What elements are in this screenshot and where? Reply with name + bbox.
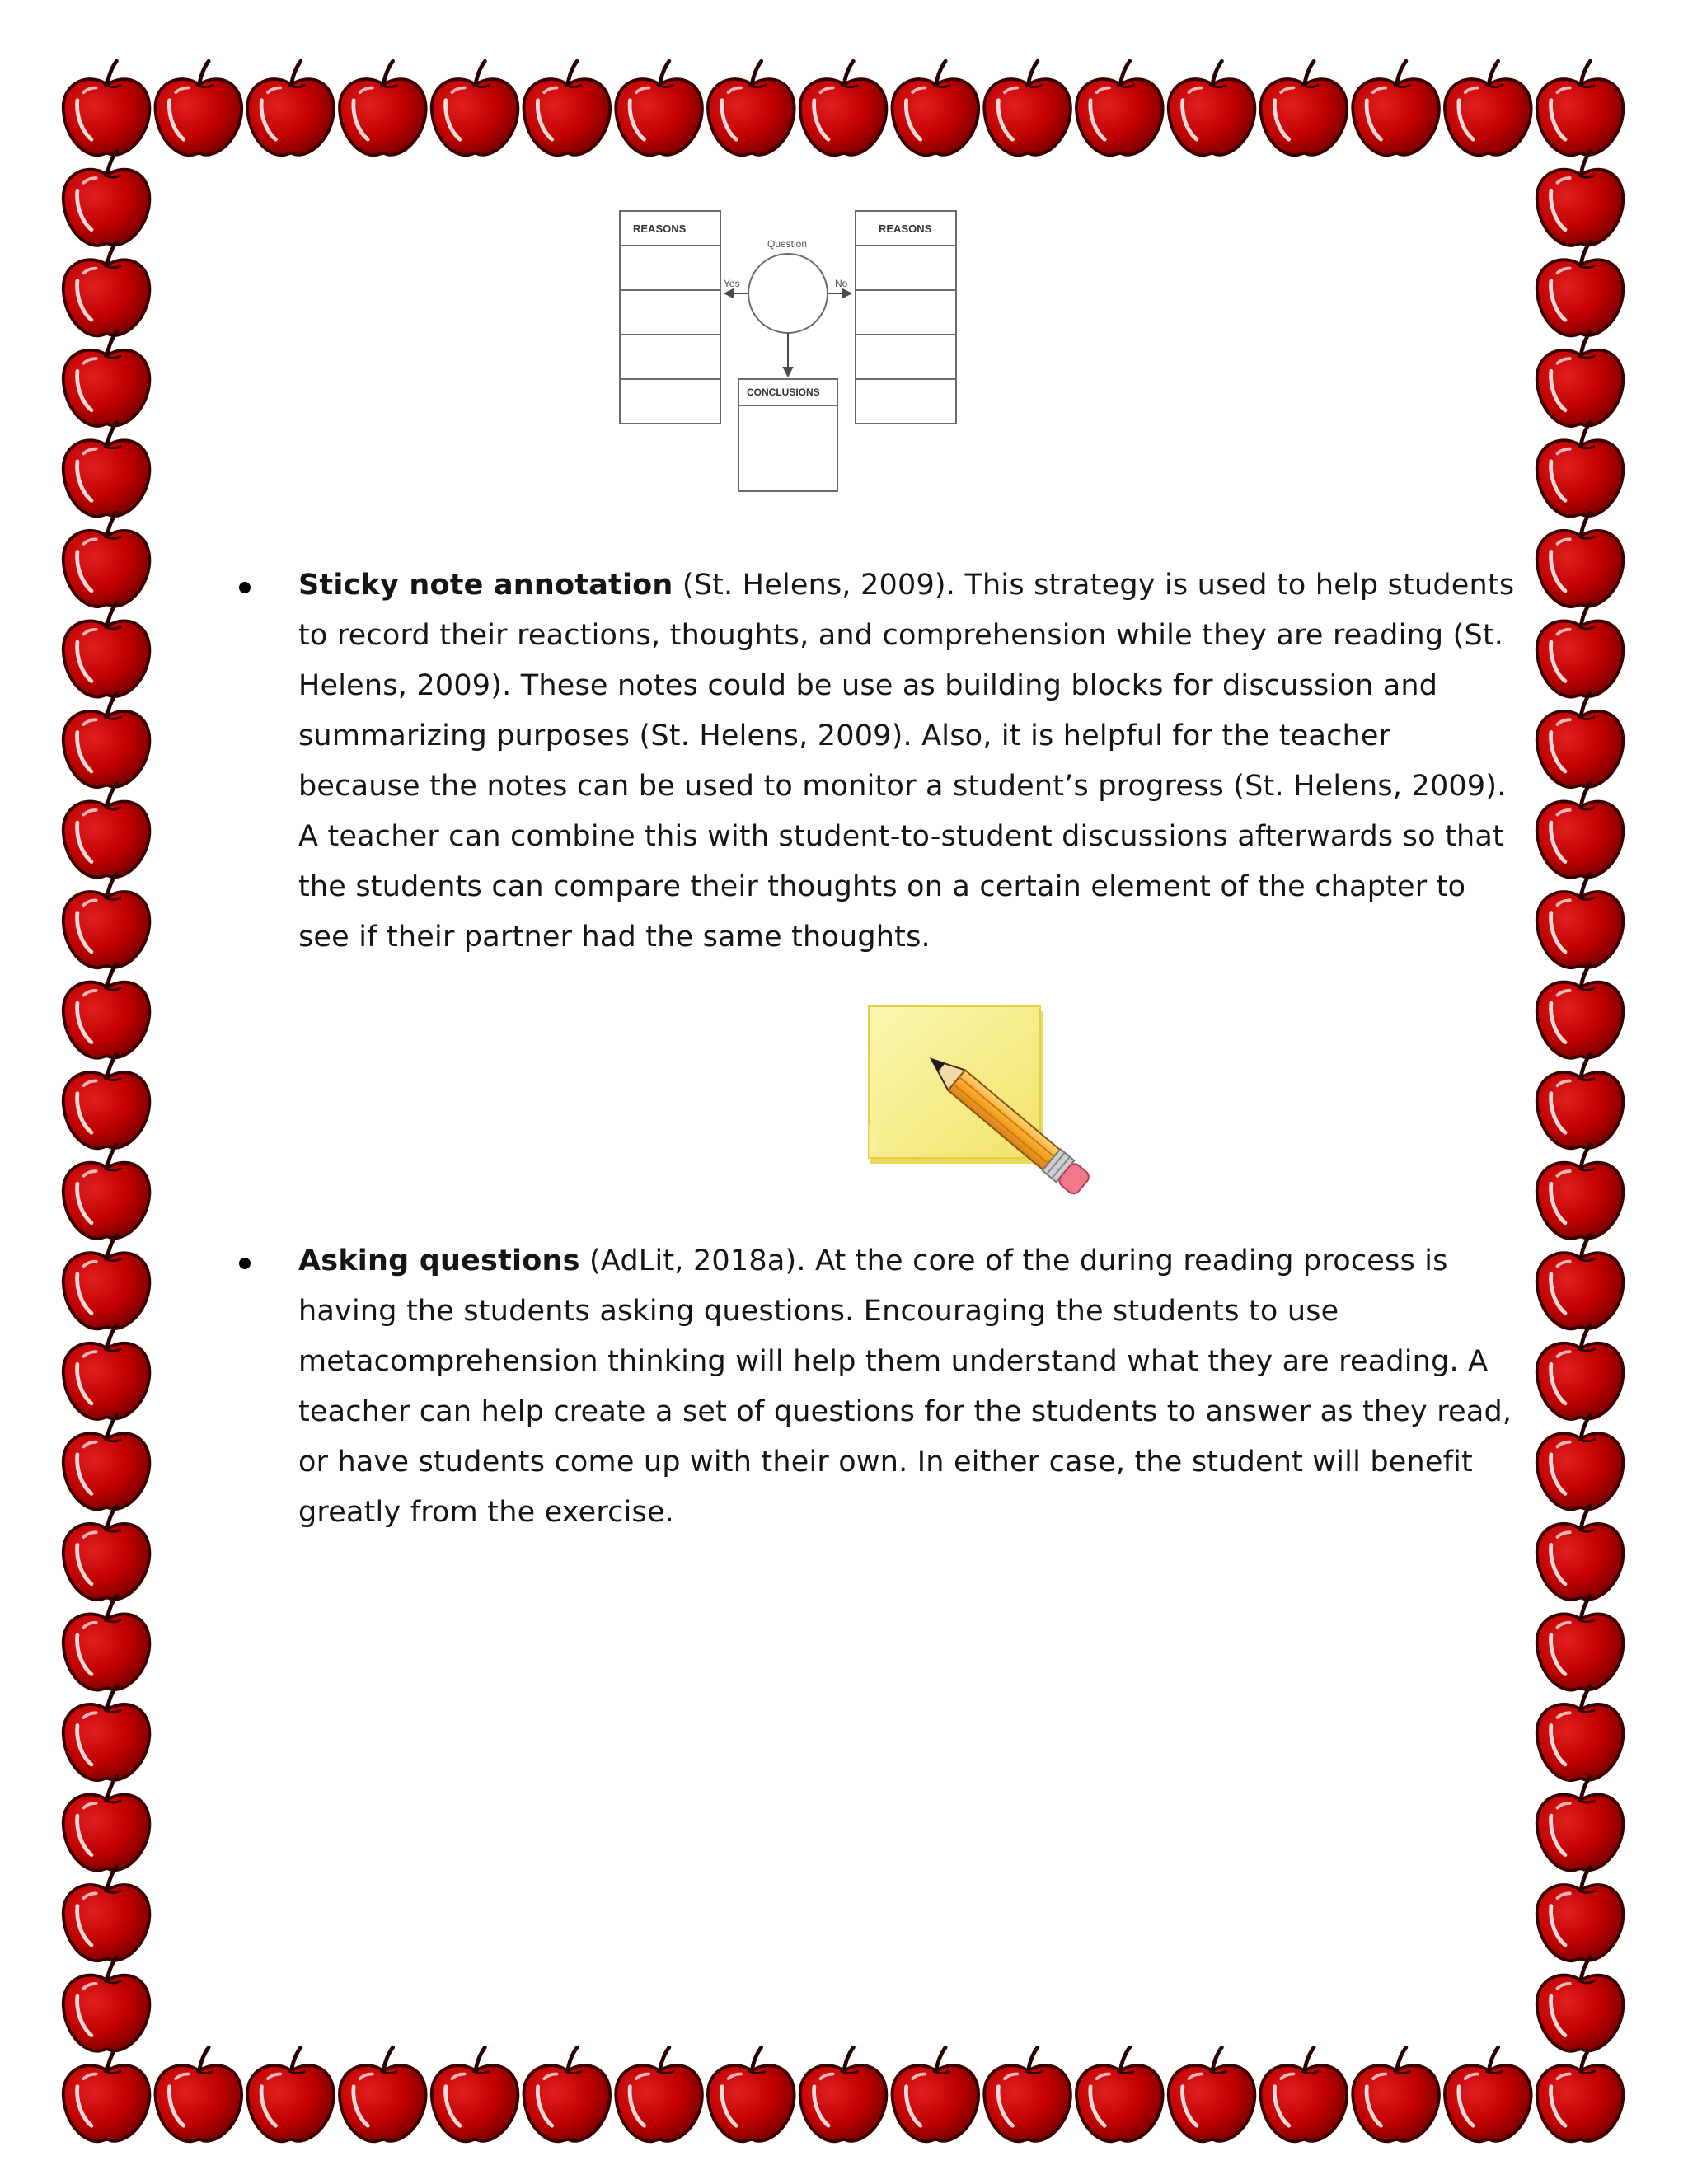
apple-icon: [63, 152, 150, 246]
apple-icon: [63, 2047, 150, 2141]
apple-icon: [63, 1686, 150, 1780]
apple-icon: [1537, 61, 1624, 155]
bullet-icon: [239, 1258, 251, 1269]
apple-icon: [708, 2047, 795, 2141]
apple-icon: [155, 2047, 241, 2141]
apple-icon: [63, 874, 150, 968]
apple-icon: [1537, 1957, 1624, 2051]
apple-icon: [1169, 61, 1255, 155]
apple-icon: [63, 1596, 150, 1690]
apple-icon: [1537, 152, 1624, 246]
apple-icon: [1076, 2047, 1163, 2141]
apple-icon: [63, 241, 150, 335]
apple-icon: [1537, 1596, 1624, 1690]
apple-icon: [1537, 1145, 1624, 1239]
apple-icon: [340, 61, 426, 155]
apple-icon: [984, 2047, 1071, 2141]
diagram-no-label: No: [835, 278, 848, 289]
apple-icon: [63, 693, 150, 787]
apple-icon: [63, 1957, 150, 2051]
apple-icon: [63, 513, 150, 607]
bullet-text: (St. Helens, 2009). This strategy is used to help students to record their reactions, thoughts, and comprehension while they are reading (St. Helens, 2009). These notes could be use as building blocks for discussion and summarizing purposes (St. Helens, 2009). Also, it is helpful for the teacher because the notes can be used to monitor a student’s progress (St. Helens, 2009). A teacher can combine this with student-to-student discussions afterwards so that the students can compare their thoughts on a certain element of the chapter to see if their partner had the same thoughts.: [298, 569, 1515, 954]
bullet-term: Sticky note annotation: [298, 569, 673, 602]
apple-icon: [1260, 2047, 1347, 2141]
apple-icon: [1537, 513, 1624, 607]
apple-icon: [432, 61, 518, 155]
apple-icon: [63, 332, 150, 426]
diagram-reasons-left-label: REASONS: [633, 223, 687, 235]
bullet-text: (AdLit, 2018a). At the core of the during reading process is having the students asking questions. Encouraging the students to use metacomprehension thinking will help them understand what they are reading. A teacher can help create a set of questions for the students to answer as they read, or have students come up with their own. In either case, the student will benefit greatly from the exercise.: [298, 1244, 1512, 1529]
bullet-term: Asking questions: [298, 1244, 580, 1277]
apple-icon: [1076, 61, 1163, 155]
apple-icon: [984, 61, 1071, 155]
apple-icon: [1537, 422, 1624, 516]
apple-icon: [708, 61, 795, 155]
sticky-note-pencil-icon: [865, 1001, 1113, 1220]
diagram-conclusions-label: CONCLUSIONS: [747, 387, 820, 398]
apple-icon: [1537, 693, 1624, 787]
apple-icon: [1537, 1506, 1624, 1600]
apple-icon: [63, 1415, 150, 1509]
diagram-yes-label: Yes: [724, 278, 740, 289]
bullet-asking-questions: [239, 1236, 1512, 1538]
apple-icon: [63, 1867, 150, 1961]
apple-icon: [63, 964, 150, 1058]
apple-icon: [63, 422, 150, 516]
apple-icon: [63, 1145, 150, 1239]
apple-icon: [63, 1325, 150, 1419]
bullet-paragraph: [298, 1236, 1518, 1538]
bullet-paragraph: [298, 560, 1518, 963]
apple-icon: [1537, 1325, 1624, 1419]
apple-icon: [616, 2047, 702, 2141]
apple-icon: [1353, 61, 1439, 155]
apple-icon: [892, 61, 978, 155]
apple-icon: [1537, 1054, 1624, 1148]
apple-icon: [1537, 332, 1624, 426]
apple-icon: [1537, 964, 1624, 1058]
apple-icon: [1537, 2047, 1624, 2141]
apple-icon: [63, 1777, 150, 1871]
apple-icon: [1537, 1686, 1624, 1780]
apple-icon: [247, 61, 334, 155]
reasoning-diagram: [617, 208, 963, 496]
apple-icon: [616, 61, 702, 155]
apple-icon: [1537, 1415, 1624, 1509]
apple-icon: [1537, 1777, 1624, 1871]
diagram-reasons-right-label: REASONS: [879, 223, 932, 235]
apple-icon: [340, 2047, 426, 2141]
apple-icon: [432, 2047, 518, 2141]
apple-icon: [63, 602, 150, 696]
apple-icon: [63, 61, 150, 155]
apple-icon: [1537, 602, 1624, 696]
apple-icon: [1445, 2047, 1531, 2141]
apple-icon: [800, 2047, 887, 2141]
apple-icon: [1169, 2047, 1255, 2141]
apple-icon: [523, 2047, 610, 2141]
apple-icon: [1537, 1235, 1624, 1329]
apple-icon: [523, 61, 610, 155]
apple-icon: [247, 2047, 334, 2141]
apple-icon: [892, 2047, 978, 2141]
apple-icon: [1445, 61, 1531, 155]
bullet-icon: [239, 582, 251, 593]
apple-icon: [1537, 241, 1624, 335]
apple-icon: [800, 61, 887, 155]
bullet-sticky-note-annotation: [239, 560, 1515, 963]
apple-icon: [63, 1054, 150, 1148]
apple-icon: [1353, 2047, 1439, 2141]
apple-icon: [1537, 784, 1624, 878]
apple-icon: [63, 1506, 150, 1600]
diagram-question-label: Question: [767, 238, 808, 250]
apple-icon: [155, 61, 241, 155]
apple-icon: [1537, 874, 1624, 968]
apple-icon: [63, 784, 150, 878]
apple-icon: [1260, 61, 1347, 155]
apple-icon: [1537, 1867, 1624, 1961]
apple-icon: [63, 1235, 150, 1329]
